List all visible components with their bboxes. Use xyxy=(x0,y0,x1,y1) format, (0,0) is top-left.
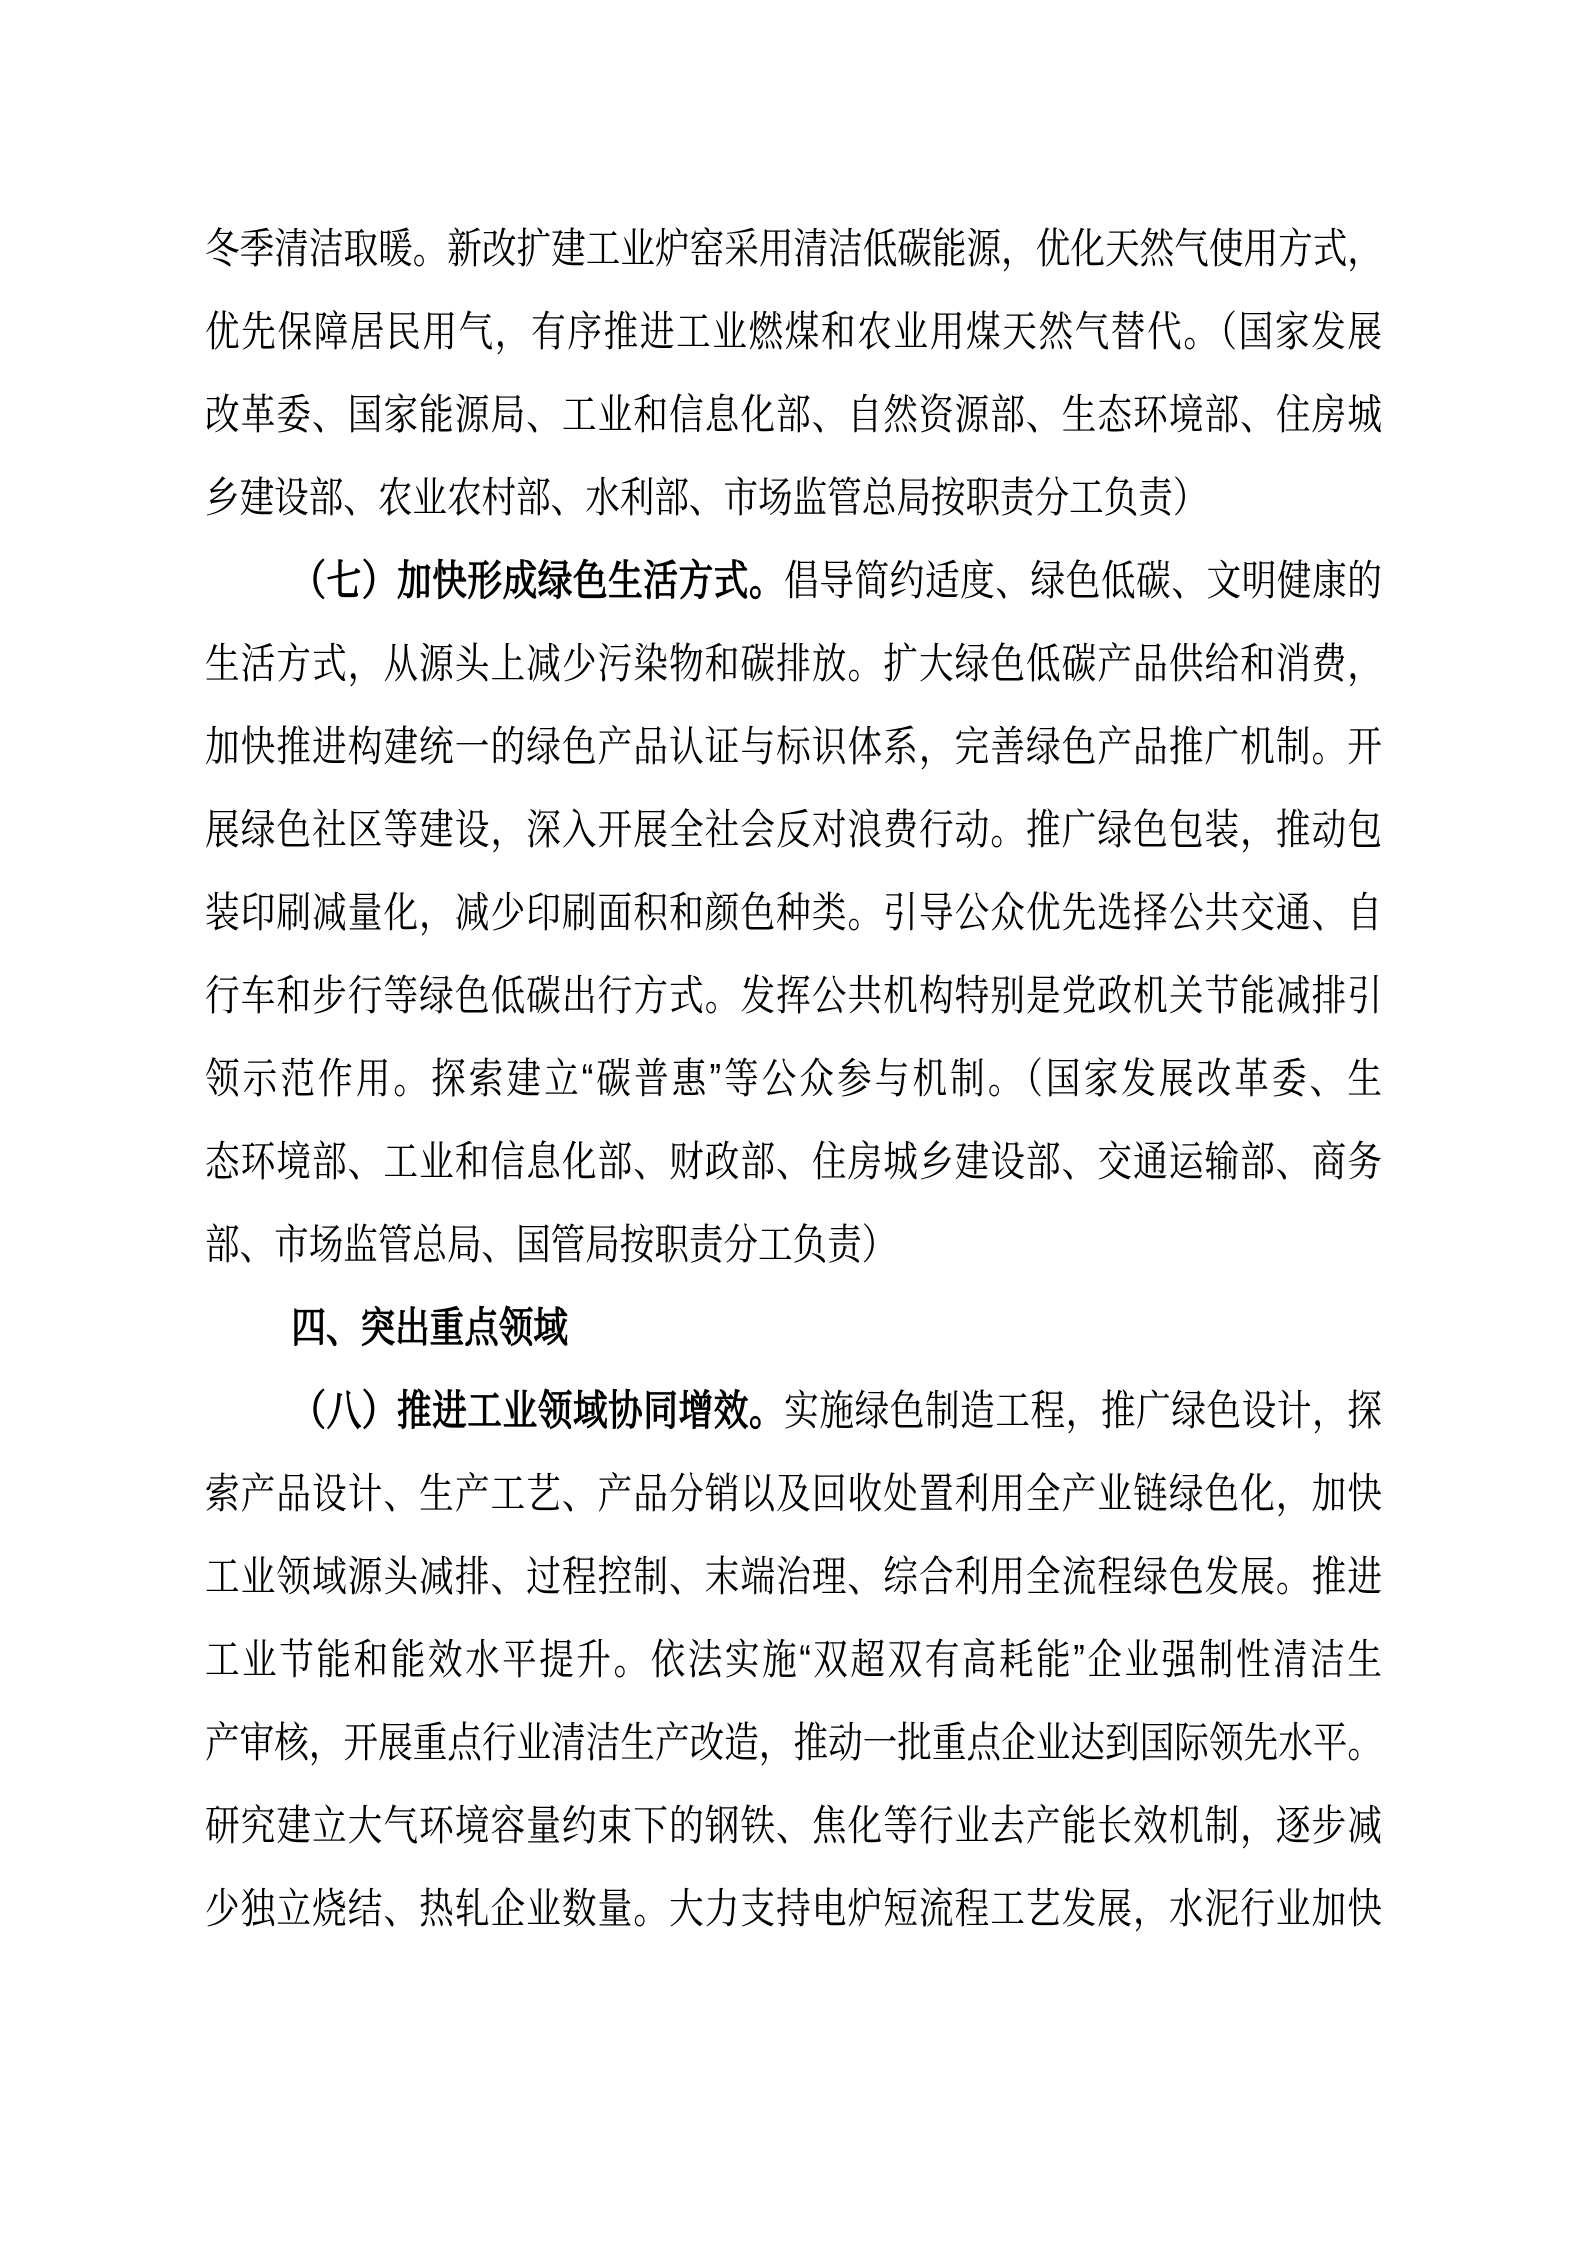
text-line xyxy=(205,1369,1382,1452)
text-line xyxy=(205,1867,1382,1950)
text-line xyxy=(205,456,1382,539)
text-run: 少独立烧结、热轧企业数量。大力支持电炉短流程工艺发展，水泥行业加快 xyxy=(205,1885,1382,1932)
text-run: 行车和步行等绿色低碳出行方式。发挥公共机构特别是党政机关节能减排引 xyxy=(205,972,1382,1019)
text-line xyxy=(205,1037,1382,1120)
bold-text-run: 四、突出重点领域 xyxy=(291,1304,568,1351)
text-line xyxy=(205,1286,1382,1369)
text-line xyxy=(205,1784,1382,1867)
text-line xyxy=(205,954,1382,1037)
text-run: 展绿色社区等建设，深入开展全社会反对浪费行动。推广绿色包装，推动包 xyxy=(205,806,1382,853)
text-line xyxy=(205,539,1382,622)
text-run: 索产品设计、生产工艺、产品分销以及回收处置利用全产业链绿色化，加快 xyxy=(205,1470,1382,1517)
text-run: 优先保障居民用气，有序推进工业燃煤和农业用煤天然气替代。（国家发展 xyxy=(205,308,1382,355)
text-line xyxy=(205,622,1382,705)
text-run: 生活方式，从源头上减少污染物和碳排放。扩大绿色低碳产品供给和消费， xyxy=(205,640,1382,687)
text-line xyxy=(205,1452,1382,1535)
text-line xyxy=(205,1618,1382,1701)
text-run: 工业节能和能效水平提升。依法实施“双超双有高耗能”企业强制性清洁生 xyxy=(205,1636,1382,1683)
text-run: 加快推进构建统一的绿色产品认证与标识体系，完善绿色产品推广机制。开 xyxy=(205,723,1382,770)
text-line xyxy=(205,1203,1382,1286)
text-run: 倡导简约适度、绿色低碳、文明健康的 xyxy=(784,557,1382,604)
text-run: 冬季清洁取暖。新改扩建工业炉窑采用清洁低碳能源，优化天然气使用方式， xyxy=(205,225,1382,272)
text-run: 实施绿色制造工程，推广绿色设计，探 xyxy=(784,1387,1382,1434)
text-line xyxy=(205,290,1382,373)
text-line xyxy=(205,373,1382,456)
text-run: 部、市场监管总局、国管局按职责分工负责） xyxy=(205,1221,897,1268)
text-line xyxy=(205,207,1382,290)
text-line xyxy=(205,705,1382,788)
text-run: 改革委、国家能源局、工业和信息化部、自然资源部、生态环境部、住房城 xyxy=(205,391,1382,438)
text-run: 领示范作用。探索建立“碳普惠”等公众参与机制。（国家发展改革委、生 xyxy=(205,1055,1382,1102)
bold-text-run: （八）推进工业领域协同增效。 xyxy=(291,1387,785,1434)
text-run: 工业领域源头减排、过程控制、末端治理、综合利用全流程绿色发展。推进 xyxy=(205,1553,1382,1600)
text-line xyxy=(205,788,1382,871)
text-line xyxy=(205,1701,1382,1784)
document-body xyxy=(205,207,1587,1950)
text-run: 产审核，开展重点行业清洁生产改造，推动一批重点企业达到国际领先水平。 xyxy=(205,1719,1382,1766)
text-line xyxy=(205,1120,1382,1203)
text-line xyxy=(205,871,1382,954)
text-run: 态环境部、工业和信息化部、财政部、住房城乡建设部、交通运输部、商务 xyxy=(205,1138,1382,1185)
text-run: 乡建设部、农业农村部、水利部、市场监管总局按职责分工负责） xyxy=(205,474,1208,521)
text-run: 研究建立大气环境容量约束下的钢铁、焦化等行业去产能长效机制，逐步减 xyxy=(205,1802,1382,1849)
text-run: 装印刷减量化，减少印刷面积和颜色种类。引导公众优先选择公共交通、自 xyxy=(205,889,1382,936)
text-line xyxy=(205,1535,1382,1618)
bold-text-run: （七）加快形成绿色生活方式。 xyxy=(291,557,785,604)
